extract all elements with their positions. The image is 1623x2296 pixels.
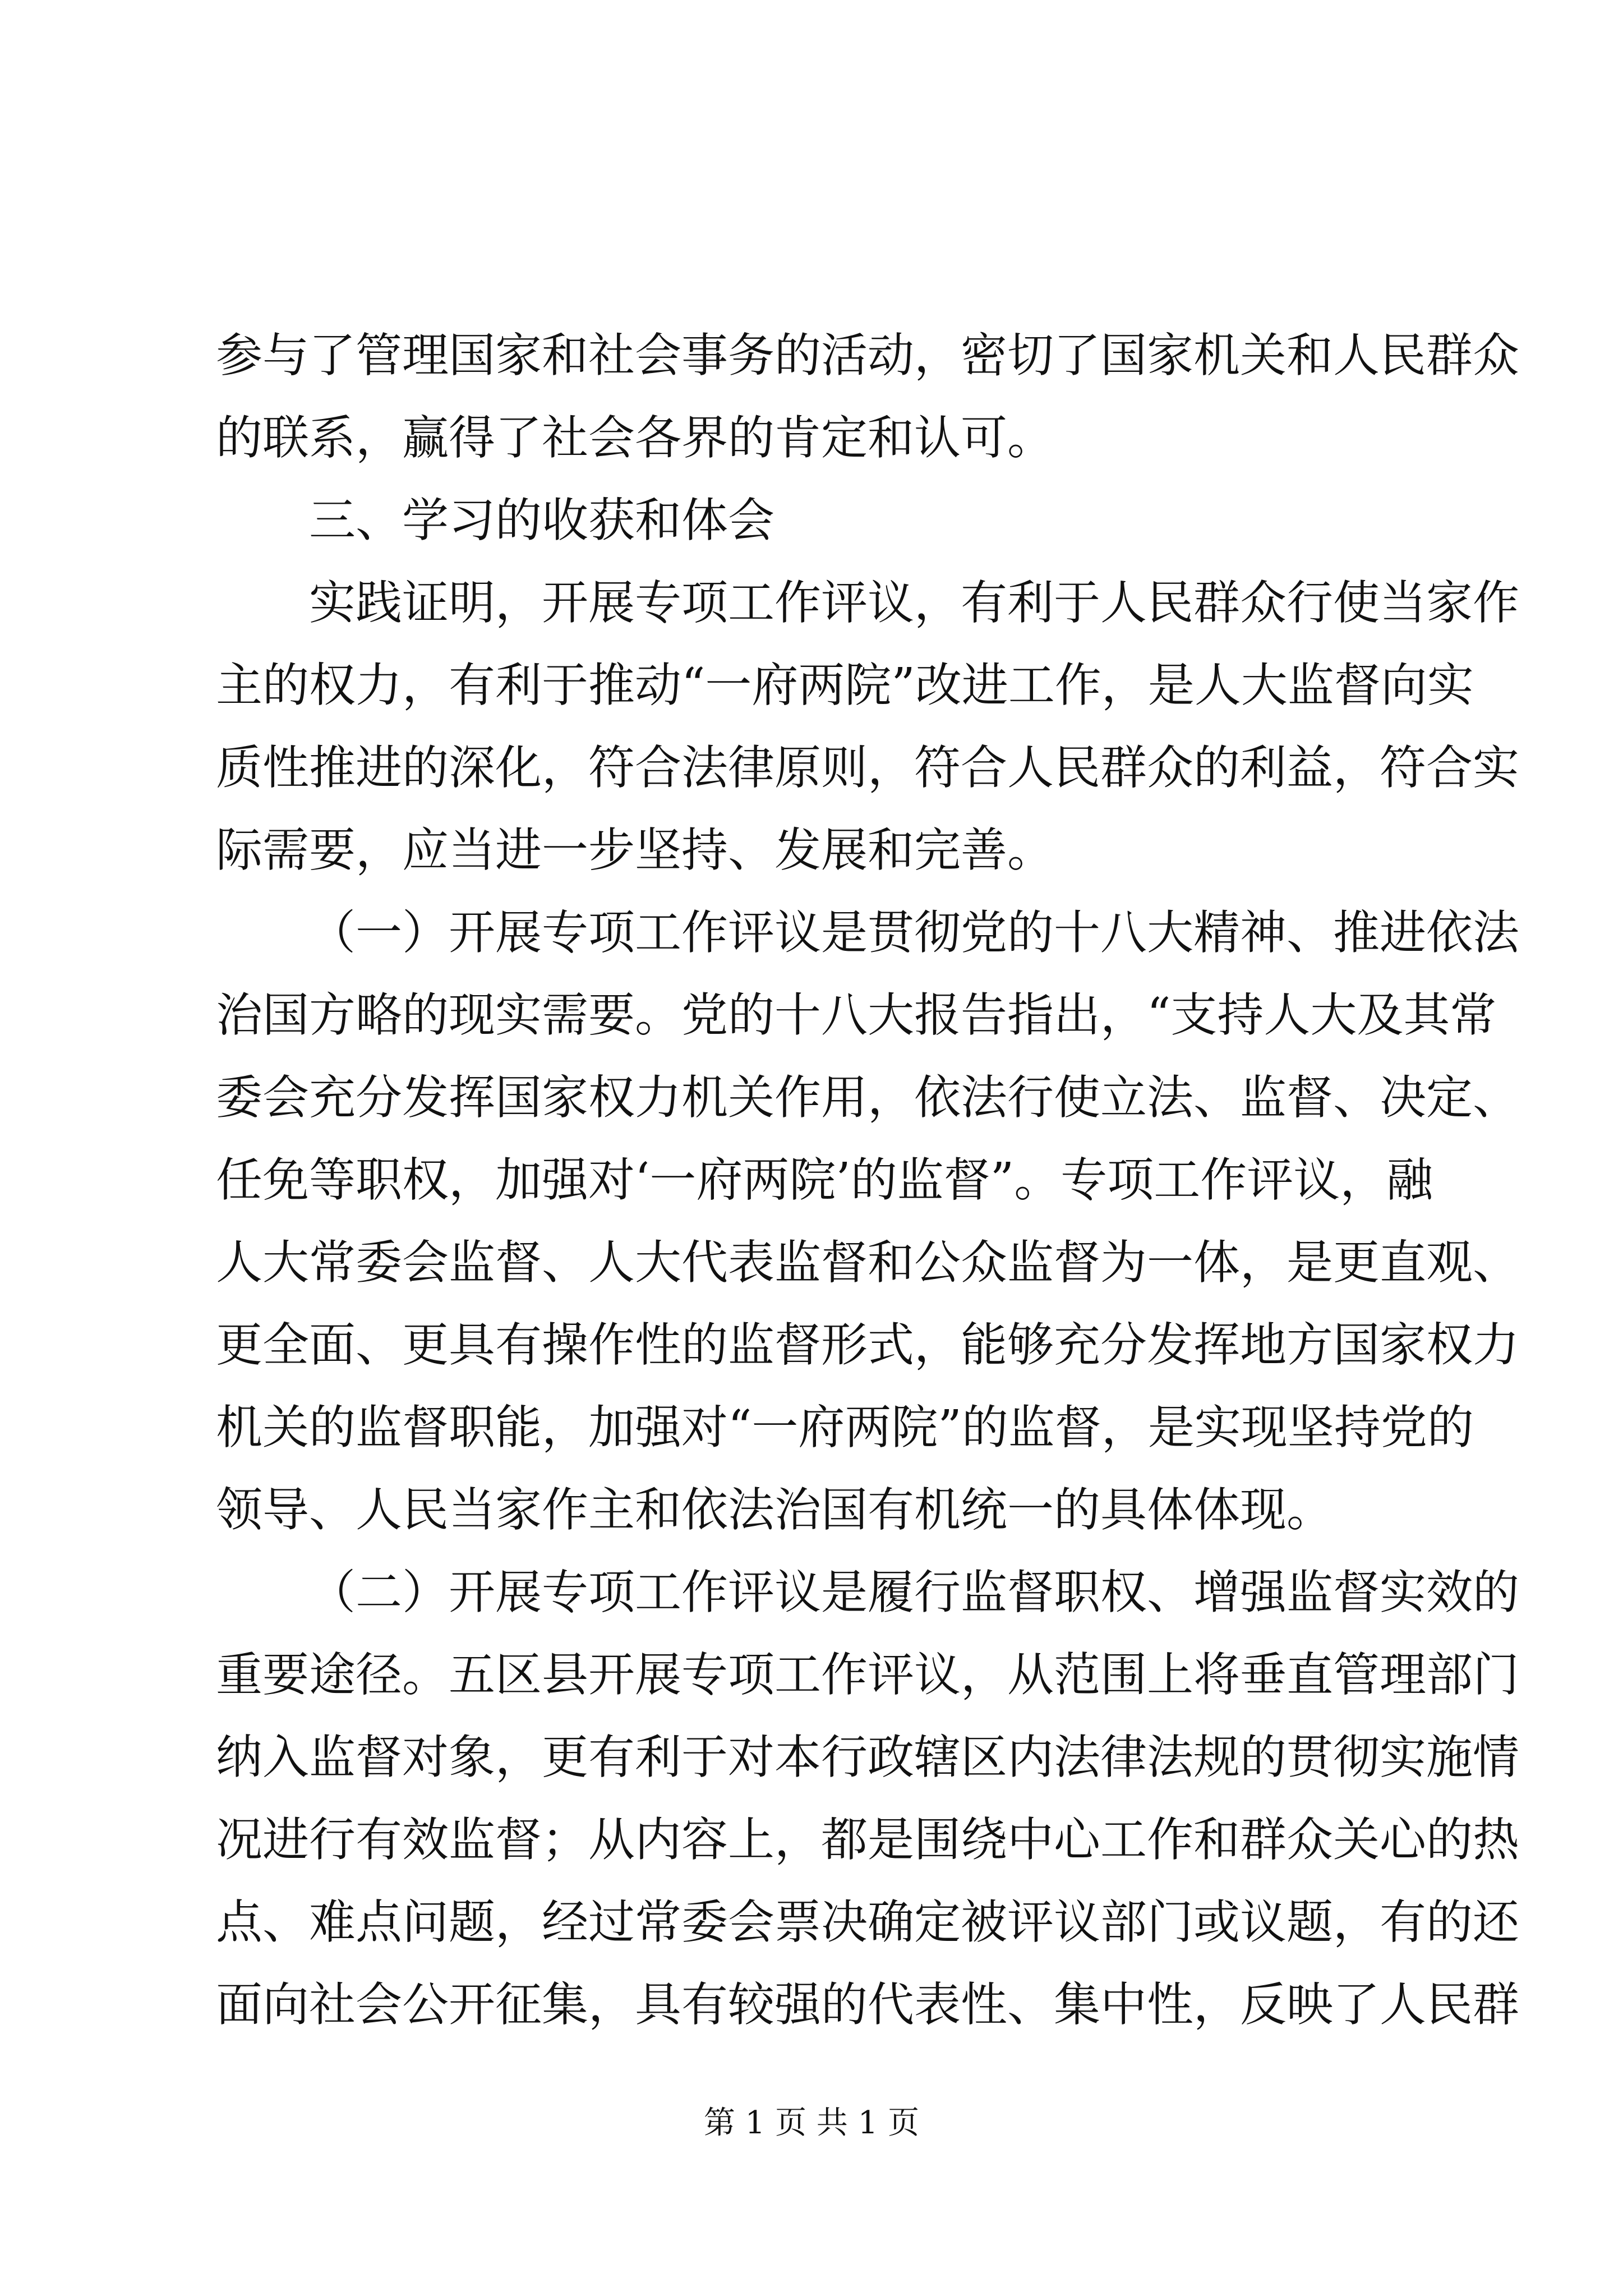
- text-line: 重要途径。五区县开展专项工作评议，从范围上将垂直管理部门: [216, 1648, 1519, 1702]
- text-line: 更全面、更具有操作性的监督形式，能够充分发挥地方国家权力: [216, 1318, 1519, 1372]
- text-line: 点、难点问题，经过常委会票决确定被评议部门或议题，有的还: [216, 1895, 1519, 1949]
- page-number-label: 第 1 页 共 1 页: [703, 2105, 920, 2141]
- text-line: （一）开展专项工作评议是贯彻党的十八大精神、推进依法: [309, 905, 1519, 960]
- text-line: 主的权力，有利于推动“一府两院”改进工作，是人大监督向实: [216, 658, 1474, 712]
- text-line: 委会充分发挥国家权力机关作用，依法行使立法、监督、决定、: [216, 1070, 1519, 1125]
- text-line: （二）开展专项工作评议是履行监督职权、增强监督实效的: [309, 1565, 1519, 1619]
- text-line: 实践证明，开展专项工作评议，有利于人民群众行使当家作: [309, 576, 1519, 630]
- text-line: 参与了管理国家和社会事务的活动，密切了国家机关和人民群众: [216, 328, 1519, 383]
- text-line: 的联系，赢得了社会各界的肯定和认可。: [216, 411, 1054, 465]
- text-line: 纳入监督对象，更有利于对本行政辖区内法律法规的贯彻实施情: [216, 1730, 1519, 1784]
- text-line: 况进行有效监督；从内容上，都是围绕中心工作和群众关心的热: [216, 1812, 1519, 1867]
- text-line: 治国方略的现实需要。党的十八大报告指出，“支持人大及其常: [216, 988, 1497, 1042]
- text-line: 人大常委会监督、人大代表监督和公众监督为一体，是更直观、: [216, 1235, 1519, 1290]
- page-footer: [0, 2101, 1623, 2146]
- text-line: 际需要，应当进一步坚持、发展和完善。: [216, 823, 1054, 877]
- text-line: 任免等职权，加强对‘一府两院’的监督”。专项工作评议，融: [216, 1153, 1433, 1207]
- text-line: 机关的监督职能，加强对“一府两院”的监督，是实现坚持党的: [216, 1400, 1474, 1455]
- text-line: 面向社会公开征集，具有较强的代表性、集中性，反映了人民群: [216, 1977, 1519, 2032]
- document-body: [216, 314, 1519, 2046]
- text-line: 质性推进的深化，符合法律原则，符合人民群众的利益，符合实: [216, 740, 1519, 795]
- text-line: 领导、人民当家作主和依法治国有机统一的具体体现。: [216, 1483, 1333, 1537]
- section-heading: 三、学习的收获和体会: [309, 493, 774, 547]
